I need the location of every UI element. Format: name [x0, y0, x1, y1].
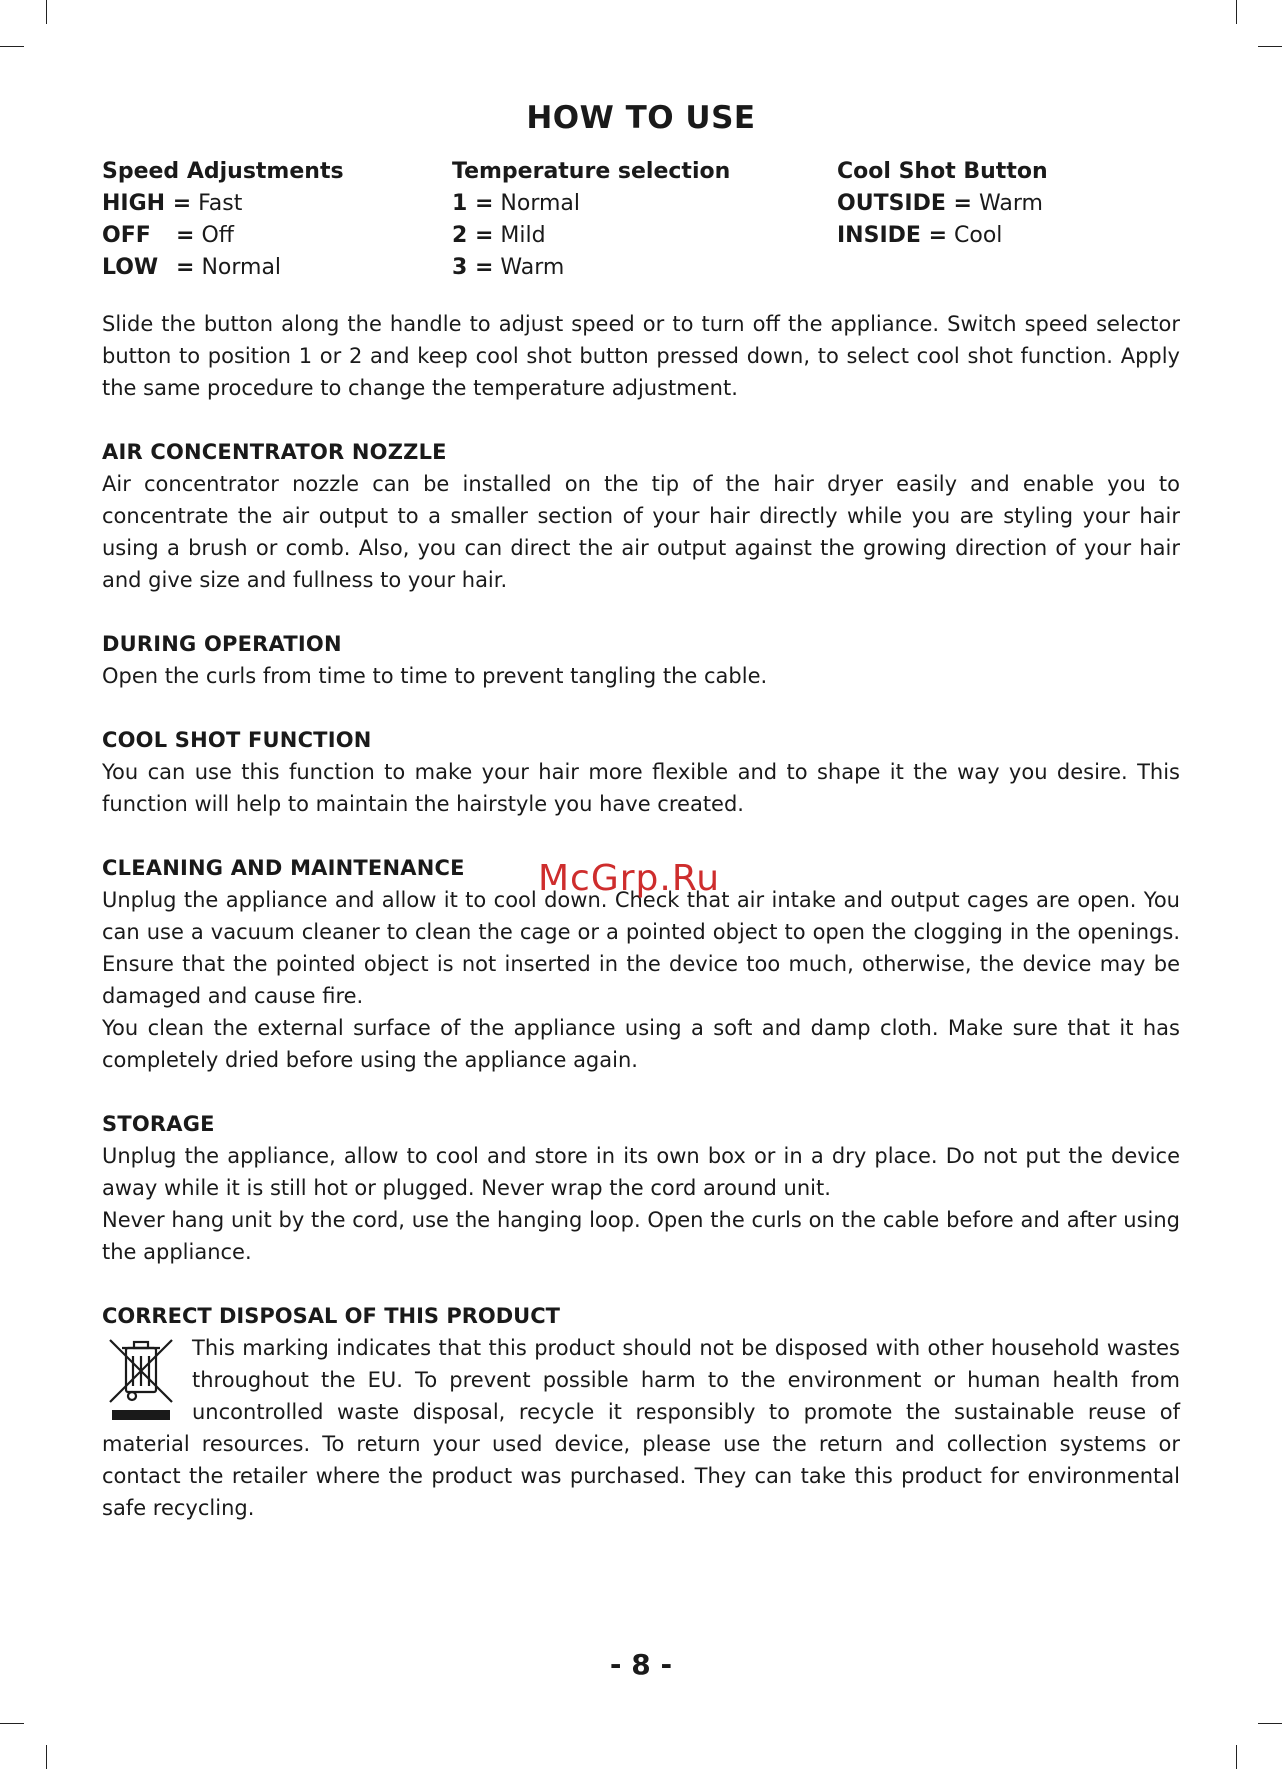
section-storage [102, 1108, 1180, 1268]
crop-mark [46, 0, 47, 24]
crop-mark [0, 1723, 24, 1724]
section-paragraph: Unplug the appliance, allow to cool and store in its own box or in a dry place. Do not put the device away while it is still hot or plugged. Never wrap the cord around unit. [102, 1144, 1180, 1200]
cool-shot-column [837, 156, 1048, 252]
section-heading: CLEANING AND MAINTENANCE [102, 856, 465, 880]
section-paragraph: Open the curls from time to time to prevent tangling the cable. [102, 664, 768, 688]
column-header: Cool Shot Button [837, 159, 1048, 184]
section-paragraph: You can use this function to make your hair more flexible and to shape it the way you desire. This function will help to maintain the hairstyle you have created. [102, 760, 1180, 816]
crop-mark [1258, 46, 1282, 47]
crop-mark [1236, 1745, 1237, 1769]
column-header: Temperature selection [452, 159, 731, 184]
section-during-operation [102, 628, 1180, 692]
section-heading: AIR CONCENTRATOR NOZZLE [102, 440, 447, 464]
speed-row: LOW = Normal [102, 255, 282, 280]
temperature-row: 2 = Mild [452, 223, 546, 248]
page-number: - 8 - [609, 1648, 673, 1681]
settings-table [102, 156, 1182, 286]
section-heading: COOL SHOT FUNCTION [102, 728, 372, 752]
section-air-concentrator [102, 436, 1180, 596]
temperature-row: 3 = Warm [452, 255, 565, 280]
disposal-paragraph: This marking indicates that this product should not be disposed with other household wastes throughout the EU. To prevent possible harm to the environment or human health from uncontrolled waste disposal, recycle it responsibly to promote the sustainable reuse of material resources. To return your used device, please use the return and collection systems or contact the retailer where the product was purchased. They can take this product for environmental safe recycling. [102, 1336, 1180, 1520]
section-heading: STORAGE [102, 1112, 215, 1136]
temperature-row: 1 = Normal [452, 191, 581, 216]
crossed-out-wheelie-bin-icon [102, 1332, 182, 1428]
crop-mark [46, 1745, 47, 1769]
cool-shot-row: OUTSIDE = Warm [837, 191, 1043, 216]
crop-mark [1258, 1723, 1282, 1724]
section-paragraph: Never hang unit by the cord, use the hanging loop. Open the curls on the cable before and after using the appliance. [102, 1208, 1180, 1264]
intro-paragraph: Slide the button along the handle to adjust speed or to turn off the appliance. Switch speed selector button to position 1 or 2 and keep cool shot button pressed down, to select cool shot function. Apply the same procedure to change the temperature adjustment. [102, 312, 1180, 400]
section-heading: CORRECT DISPOSAL OF THIS PRODUCT [102, 1304, 560, 1328]
cool-shot-row: INSIDE = Cool [837, 223, 1003, 248]
section-paragraph: Air concentrator nozzle can be installed on the tip of the hair dryer easily and enable you to concentrate the air output to a smaller section of your hair directly while you are styling your hair using a brush or comb. Also, you can direct the air output against the growing direction of your hair and give size and fullness to your hair. [102, 472, 1180, 592]
section-disposal [102, 1300, 1180, 1524]
temperature-column [452, 156, 730, 284]
column-header: Speed Adjustments [102, 159, 344, 184]
crop-mark [1236, 0, 1237, 24]
section-paragraph: Unplug the appliance and allow it to cool down. Check that air intake and output cages are open. You can use a vacuum cleaner to clean the cage or a pointed object to open the clogging in the openings. Ensure that the pointed object is not inserted in the device too much, otherwise, the device may be damaged and cause fire. [102, 888, 1180, 1008]
section-cool-shot [102, 724, 1180, 820]
page-title: HOW TO USE [526, 100, 756, 136]
instructions-body [102, 308, 1180, 1524]
speed-column [102, 156, 344, 284]
section-heading: DURING OPERATION [102, 632, 342, 656]
crop-mark [0, 46, 24, 47]
speed-row: HIGH = Fast [102, 191, 243, 216]
watermark: McGrp.Ru [538, 858, 721, 899]
speed-row: OFF = Off [102, 223, 234, 248]
section-paragraph: You clean the external surface of the appliance using a soft and damp cloth. Make sure that it has completely dried before using the appliance again. [102, 1016, 1180, 1072]
